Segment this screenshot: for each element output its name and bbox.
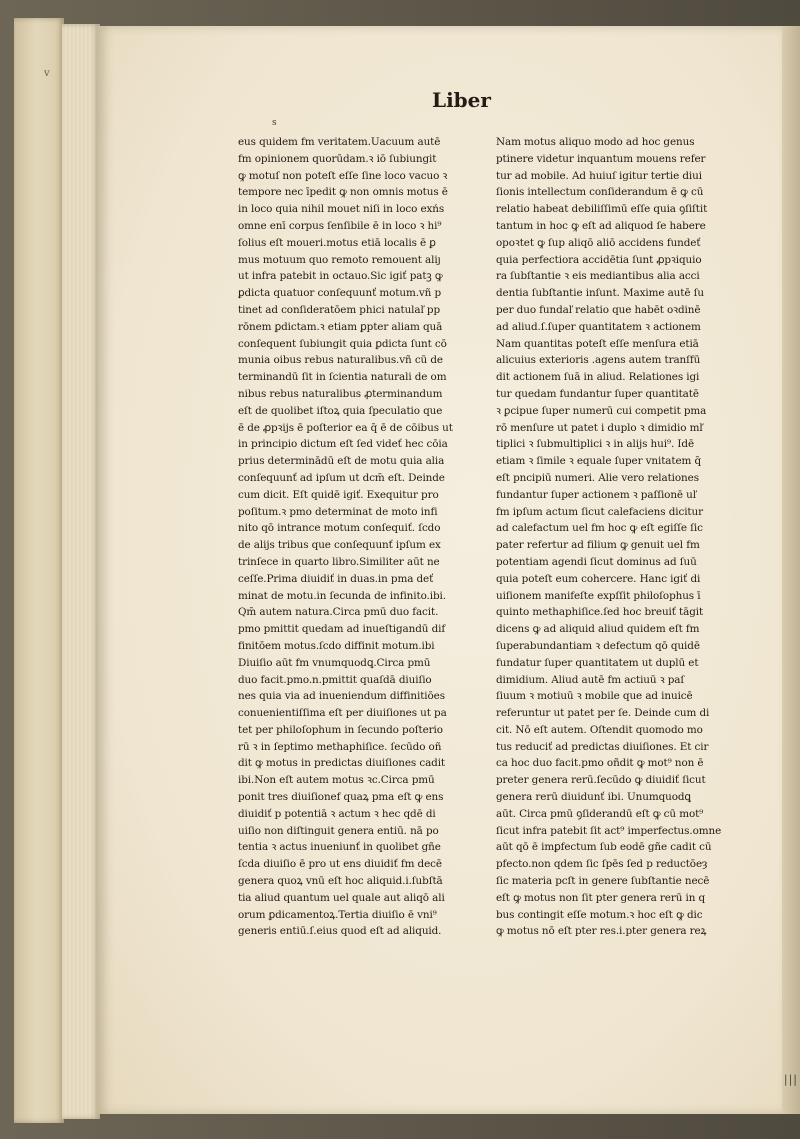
text-line: tantum in hoc ꝙ eſt ad aliquod ſe habere [496, 219, 706, 232]
text-line: ꝛ ꝑcipue ſuper numerū cui competit pma [496, 404, 707, 417]
text-line: tentia ꝛ actus inueniunť in quolibet gñe [238, 841, 441, 854]
text-line: conuenientiſſima eſt per diuiſiones ut pa [238, 707, 447, 720]
text-line: dimidium. Aliud autē fm actiuū ꝛ paſ [496, 673, 685, 686]
text-line: uiſio non diſtinguit genera entiū. nā po [238, 824, 439, 837]
text-line: ſic materia pcſt in genere ſubſtantie necē [496, 875, 710, 888]
text-line: genera rerū diuidunť ibi. Unumquodꝗ [496, 791, 691, 804]
text-line: ē de ꝓpꝛijs ē poſterior ea q̄ ē de cōibus ut [238, 421, 453, 434]
fore-edge [782, 26, 800, 1114]
text-line: tur quedam fundantur ſuper quantitatē [496, 387, 699, 400]
right-column [496, 134, 728, 940]
text-line: uiſionem manifeſte expſſit philoſophus ī [496, 589, 701, 602]
text-line: ptinere videtur inquantum mouens refer [496, 152, 706, 165]
text-line: quinto methaphiſice.ſed hoc breuiť tāgit [496, 606, 704, 619]
text-line: opoꝛtet ꝙ ſup aliqō aliō accidens fundeť [496, 236, 701, 249]
text-line: minat de motu.in ſecunda de infinito.ibi. [238, 589, 446, 602]
text-line: conſequunť ad ipſum ut dcm̄ eſt. Deinde [238, 471, 445, 484]
text-line: ibi.Non eſt autem motus ꝛc.Circa pmū [238, 774, 435, 787]
text-line: preter genera rerū.ſecūdo ꝙ diuidiť ſicut [496, 774, 706, 787]
text-line: tus reduciť ad predictas diuiſiones. Et cir [496, 740, 709, 753]
text-line: eus quidem fm veritatem.Uacuum autē [238, 136, 441, 148]
text-line: pmo pmittit quedam ad inueſtigandū dif [238, 623, 446, 636]
text-line: quia perfectiora accidētia ſunt ꝓpꝛiquio [496, 253, 702, 266]
text-line: fm opinionem quorūdam.ꝛ iō ſubiungit [238, 152, 437, 165]
running-head: Liber [432, 88, 491, 112]
text-line: potentiam agendi ſicut dominus ad ſuū [496, 555, 697, 568]
text-line: tiplici ꝛ ſubmultiplici ꝛ in alijs hui⁹. Idē [496, 438, 694, 451]
text-line: ſiuum ꝛ motiuū ꝛ mobile que ad inuicē [496, 690, 693, 703]
text-line: per duo fundaľ relatio que habēt oꝛdinē [496, 303, 701, 316]
text-line: etiam ꝛ ſimile ꝛ equale ſuper vnitatem q̄ [496, 455, 702, 468]
text-line: tet per philoſophum in ſecundo poſterio [238, 723, 443, 736]
text-line: Nam quantitas poteſt eſſe menſura etiā [496, 337, 699, 350]
text-line: ut infra patebit in octauo.Sic igiť patꝫ ꝙ [238, 270, 443, 283]
text-line: rōnem ꝑdictam.ꝛ etiam ꝑpter aliam quā [238, 320, 443, 333]
text-line: in principio dictum eſt ſed videť hec cōia [238, 438, 448, 451]
text-line: ſolius eſt moueri.motus etiā localis ē ꝑ [238, 236, 436, 249]
text-line: prius determinādū eſt de motu quia alia [238, 455, 445, 468]
text-line: trinſece in quarto libro.Similiter aūt ne [238, 555, 440, 568]
text-line: generis entiū.ſ.eius quod eſt ad aliquid. [238, 925, 442, 938]
text-line: ceſſe.Prima diuidiť in duas.in pma deť [238, 572, 434, 585]
text-line: ſionis intellectum conſiderandum ē ꝙ cū [496, 186, 704, 199]
text-line: tempore nec īpedit ꝙ non omnis motus ē [238, 186, 448, 199]
text-line: cit. Nō eſt autem. Oſtendit quomodo mo [496, 723, 703, 736]
text-line: ꝑdicta quatuor conſequunť motum.vñ p [238, 287, 442, 300]
text-line: aūt. Circa pmū ꝯſiderandū eſt ꝙ cū mot⁹ [496, 807, 704, 820]
text-line: ſcda diuiſio ē pro ut ens diuidiť fm decē [238, 858, 442, 871]
text-line: ꝙ motuſ non poteſt eſſe ſine loco vacuo ꝛ [238, 169, 448, 182]
text-line: referuntur ut patet per ſe. Deinde cum di [496, 707, 710, 720]
text-line: de alijs tribus que conſequunť ipſum ex [238, 539, 441, 552]
text-line: ꝙ motus nō eſt pter res.i.pter genera reꝝ [496, 925, 707, 938]
text-line: bus contingit eſſe motum.ꝛ hoc eſt ꝙ dic [496, 908, 703, 921]
text-line: conſequent ſubiungit quia ꝑdicta ſunt cō [238, 337, 447, 350]
text-line: dentia ſubſtantie inſunt. Maxime autē ſu [496, 287, 704, 300]
text-line: ſicut infra patebit ſit act⁹ imperfectus.omne [496, 824, 722, 837]
margin-mark: v [44, 68, 50, 79]
small-mark: s [272, 118, 277, 128]
text-line: Qm̄ autem natura.Circa pmū duo facit. [238, 606, 439, 619]
text-line: fm ipſum actum ſicut calefaciens dicitur [496, 505, 703, 518]
text-line: aūt qō ē imꝑfectum ſub eodē gñe cadit cū [496, 841, 712, 854]
text-line: dit actionem ſuā in aliud. Relationes igi [496, 371, 700, 384]
text-line: Nam motus aliquo modo ad hoc genus [496, 136, 695, 148]
text-line: alicuius exterioris .agens autem tranſfū [496, 354, 701, 367]
text-line: tur ad mobile. Ad huiuſ igitur tertie diui [496, 169, 702, 182]
text-line: poſitum.ꝛ pmo determinat de moto infi [238, 505, 438, 518]
left-column [238, 134, 470, 940]
text-line: pfecto.non qdem ſic ſpēs ſed p reductōeȝ [496, 858, 708, 871]
text-line: relatio habeat debiliſſimū eſſe quia ꝯſiſtit [496, 203, 708, 216]
text-line: ſuperabundantiam ꝛ defectum qō quidē [496, 639, 700, 652]
text-line: Diuiſio aūt fm vnumquodꝗ.Circa pmū [238, 656, 431, 669]
text-line: eſt de quolibet iſtoꝝ quia ſpeculatio que [238, 404, 443, 417]
text-line: pater refertur ad filium ꝙ genuit uel fm [496, 539, 700, 552]
text-line: tinet ad conſideratōem phici natulaľ pp [238, 303, 441, 316]
text-line: omne enī corpus ſenſibile ē in loco ꝛ hi⁹ [238, 219, 442, 232]
text-line: finitōem motus.ſcdo diffinit motum.ibi [238, 639, 435, 652]
page-stack [62, 24, 100, 1119]
text-line: mus motuum quo remoto remouent aliȷ [238, 253, 441, 266]
text-line: ad calefactum uel fm hoc ꝙ eſt egiſſe ſic [496, 522, 703, 535]
text-line: ponit tres diuiſionef quaꝝ pma eſt ꝙ ens [238, 791, 444, 804]
binding-edge [14, 18, 64, 1123]
text-line: diuidiť p potentiā ꝛ actum ꝛ hec qdē di [238, 807, 436, 820]
text-line: fundantur ſuper actionem ꝛ paſſionē uľ [496, 488, 696, 501]
text-line: terminandū ſit in ſcientia naturali de om [238, 371, 447, 384]
text-line: nibus rebus naturalibus ꝓterminandum [238, 387, 443, 400]
text-line: genera quoꝝ vnū eſt hoc aliquid.i.ſubſtā [238, 875, 443, 888]
text-line: in loco quia nihil mouet niſi in loco exńs [238, 203, 445, 216]
text-line: tia aliud quantum uel quale aut aliqō ali [238, 891, 445, 904]
text-line: rū ꝛ in ſeptimo methaphiſice. ſecūdo oñ [238, 740, 442, 753]
text-line: nes quia via ad inueniendum diffinitiōes [238, 690, 445, 703]
text-line: munia oibus rebus naturalibus.vñ cū de [238, 354, 443, 367]
text-line: duo facit.pmo.n.pmittit quaſdā diuiſio [238, 673, 432, 686]
text-line: nito qō intrance motum conſequiť. ſcdo [238, 522, 441, 535]
text-line: fundatur ſuper quantitatem ut duplū et [496, 656, 699, 669]
text-line: dicens ꝙ ad aliquid aliud quidem eſt fm [496, 623, 700, 636]
text-line: cum dicit. Eſt quidē igiť. Exequitur pro [238, 488, 439, 501]
text-line: quia poteſt eum cohercere. Hanc igiť di [496, 572, 701, 585]
text-line: rō menſure ut patet i duplo ꝛ dimidio mľ [496, 421, 703, 434]
fore-edge-mark: ||| [783, 1073, 798, 1086]
text-line: ra ſubſtantie ꝛ eis mediantibus alia acci [496, 270, 700, 283]
text-line: dit ꝙ motus in predictas diuiſiones cadit [238, 757, 446, 770]
text-line: eſt ꝙ motus non ſit pter genera rerū in q [496, 891, 706, 904]
text-line: eſt pncipiū numeri. Alie vero relationes [496, 471, 699, 484]
text-line: ca hoc duo facit.pmo oñdit ꝙ mot⁹ non ē [496, 757, 704, 770]
text-line: ad aliud.ſ.ſuper quantitatem ꝛ actionem [496, 320, 701, 333]
text-line: orum ꝑdicamentoꝝ.Tertia diuiſio ē vni⁹ [238, 908, 437, 921]
